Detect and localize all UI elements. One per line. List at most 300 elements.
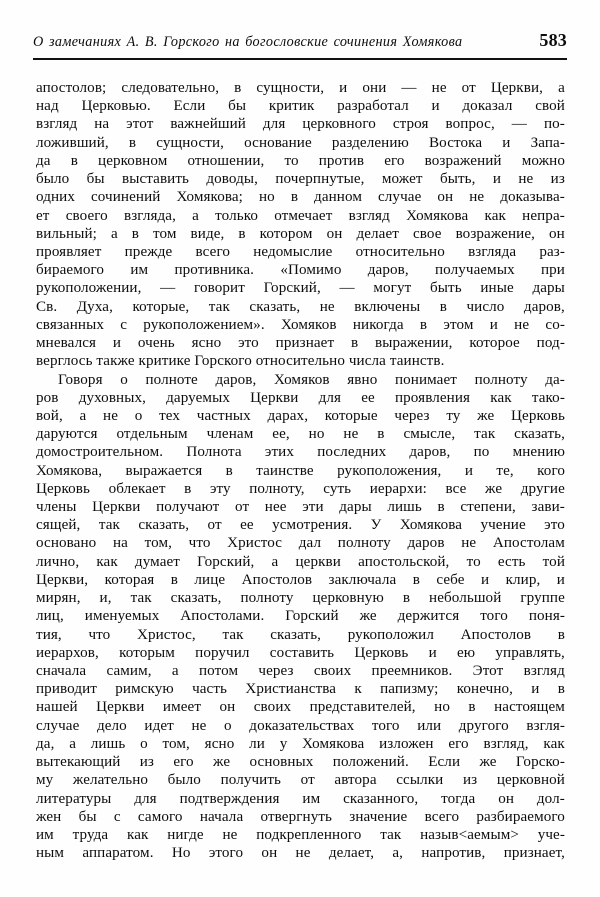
text-word: сказать, <box>138 517 190 534</box>
text-word: же <box>485 480 503 497</box>
text-word: было <box>36 171 70 188</box>
text-word: сказать, <box>514 426 565 443</box>
text-word: иерархов, <box>36 644 99 661</box>
text-word: над <box>36 98 59 115</box>
text-word: самого <box>137 808 183 825</box>
text-word: ясно <box>204 735 235 752</box>
text-word: том <box>153 225 177 242</box>
text-line <box>36 97 565 115</box>
text-word: церковной <box>496 772 565 789</box>
text-word: дол- <box>536 790 565 807</box>
text-word: Если <box>428 754 461 771</box>
text-word: этого <box>208 845 244 862</box>
text-word: ту <box>446 407 461 424</box>
text-word: это <box>544 517 565 534</box>
text-word: только <box>215 207 259 224</box>
text-line: верглось также критике Горского относительно числа таинств. <box>36 353 445 370</box>
text-word: Апостолов <box>460 626 532 643</box>
text-word: виде, <box>190 225 225 242</box>
text-word: Этот <box>472 663 504 679</box>
text-word: того <box>480 608 508 625</box>
text-word: нее <box>264 499 287 516</box>
text-word: его <box>448 735 469 752</box>
text-line <box>36 844 565 862</box>
text-word: Хомякова <box>399 517 463 534</box>
text-line <box>36 261 565 279</box>
text-word: степени, <box>460 499 516 516</box>
text-word: мирян, <box>36 590 81 607</box>
text-word: как <box>543 735 565 752</box>
text-word: которым <box>119 644 175 661</box>
text-word: сказать, <box>270 626 322 643</box>
text-word: му <box>36 772 54 789</box>
text-word: которая <box>104 571 155 588</box>
text-word: взгляда <box>468 243 517 260</box>
text-word: Запа- <box>530 134 565 151</box>
text-word: а <box>558 80 565 96</box>
text-word: раз- <box>539 243 565 260</box>
text-word: и <box>112 335 122 352</box>
text-word: относительно <box>355 243 445 260</box>
text-word: одних <box>36 189 75 206</box>
text-word: ным <box>36 845 65 862</box>
text-word: так <box>222 626 244 643</box>
text-word: его <box>173 754 194 771</box>
text-word: на <box>112 535 128 552</box>
text-word: в <box>419 316 428 333</box>
text-word: полноту <box>474 371 528 388</box>
text-line <box>36 498 565 516</box>
text-word: папизму; <box>380 681 439 698</box>
text-line <box>36 279 565 297</box>
text-word: те, <box>496 462 514 479</box>
text-word: полноту <box>337 535 391 552</box>
text-word: вильный; <box>36 225 97 242</box>
text-word: на <box>94 116 110 133</box>
text-word: дарах, <box>267 407 309 424</box>
text-word: Но <box>171 845 191 862</box>
text-word: быть <box>429 280 462 297</box>
text-word: дело <box>96 717 127 734</box>
text-word: бы <box>228 98 247 115</box>
text-word: возражений <box>424 152 502 169</box>
text-word: критик <box>268 98 315 115</box>
text-line <box>36 243 565 261</box>
text-word: иерархи: <box>369 480 427 497</box>
text-word: Св. <box>36 298 58 315</box>
text-word: Горский, <box>197 553 255 570</box>
text-word: да, <box>36 735 55 752</box>
text-word: Христос, <box>136 626 196 643</box>
text-word: взгляд <box>523 663 565 679</box>
text-word: и <box>556 571 565 588</box>
text-word: идет <box>144 717 174 734</box>
text-word: при <box>540 262 565 279</box>
text-word: же <box>479 754 497 771</box>
text-word: духовных, <box>78 389 146 406</box>
text-word: от <box>207 517 222 534</box>
text-word: его <box>384 152 405 169</box>
text-word: группе <box>520 590 565 607</box>
text-word: разработал <box>337 98 409 115</box>
text-word: частных <box>196 407 251 424</box>
text-word: назыв<аемым> <box>420 826 519 843</box>
text-word: признает <box>275 335 335 352</box>
text-word: зави- <box>531 499 565 516</box>
text-word: взгляд, <box>483 735 529 752</box>
text-word: сущности, <box>156 134 224 151</box>
text-line <box>36 589 565 607</box>
text-word: строя <box>392 116 429 133</box>
text-word: не <box>191 717 207 734</box>
text-word: Христианства <box>245 681 337 698</box>
text-word: в <box>225 462 233 479</box>
text-word: взгля- <box>526 717 565 734</box>
text-word: ее, <box>272 426 290 443</box>
text-word: нашей <box>36 699 78 716</box>
text-word: очень <box>137 335 175 352</box>
text-line <box>36 298 565 316</box>
text-word: даров, <box>523 298 565 315</box>
text-line <box>36 389 565 407</box>
text-word: Хомякова; <box>176 189 243 206</box>
text-word: вой, <box>36 407 63 424</box>
text-word: так <box>380 826 402 843</box>
text-word: своего <box>65 207 108 224</box>
text-word: апостольской, <box>358 553 450 570</box>
text-word: и <box>489 316 498 333</box>
text-word: получить <box>220 772 282 789</box>
text-line <box>36 134 565 152</box>
text-word: вопрос, <box>445 116 495 133</box>
text-word: отвергнуть <box>260 808 333 825</box>
text-word: важнейший <box>170 116 246 133</box>
text-word: в <box>437 499 445 516</box>
page-number: 583 <box>539 30 567 50</box>
text-word: рукоположении, <box>36 280 142 297</box>
text-word: основных <box>249 754 314 771</box>
text-line <box>36 207 565 225</box>
text-word: своих <box>253 699 292 716</box>
text-word: в <box>170 571 178 588</box>
text-word: этих <box>264 444 295 461</box>
text-word: составить <box>269 644 335 661</box>
text-line <box>36 698 565 716</box>
text-word: разбираемого <box>476 808 565 825</box>
text-word: о <box>224 717 232 734</box>
text-word: даров <box>407 535 445 552</box>
text-word: в <box>128 134 137 151</box>
text-word: лице <box>194 571 226 588</box>
text-word: ею <box>457 644 476 661</box>
text-word: о <box>120 371 128 388</box>
text-word: жен <box>36 808 62 825</box>
text-word: но <box>434 699 450 716</box>
text-word: для <box>134 790 157 807</box>
text-word: Церковь <box>511 407 565 424</box>
text-line <box>36 462 565 480</box>
text-word: в <box>234 80 242 96</box>
text-word: автора <box>334 772 377 789</box>
text-word: рукоположением». <box>143 316 265 333</box>
text-word: то <box>466 553 481 570</box>
text-word: тия, <box>36 626 62 643</box>
text-word: число <box>466 298 505 315</box>
text-word: отдельным <box>116 426 188 443</box>
text-word: ее <box>361 389 375 406</box>
text-word: имеет <box>162 699 202 716</box>
text-word: а <box>192 207 199 224</box>
text-line <box>36 808 565 826</box>
text-word: взгляд <box>36 116 78 133</box>
text-word: того <box>371 717 400 734</box>
text-line <box>36 443 565 461</box>
text-word: доводы, <box>206 171 259 188</box>
text-word: сущности, <box>256 80 325 96</box>
text-word: есть <box>497 553 526 570</box>
text-word: даруются <box>36 426 98 443</box>
text-word: и <box>492 171 502 188</box>
text-word: даров, <box>367 262 409 279</box>
text-word: и <box>464 462 473 479</box>
text-word: вытекающий <box>36 754 121 771</box>
text-word: а <box>79 407 87 424</box>
text-word: о <box>134 407 143 424</box>
text-word: Апостолам <box>492 535 565 552</box>
text-word: часть <box>192 681 228 698</box>
text-line <box>36 680 565 698</box>
text-line <box>36 516 565 534</box>
text-line <box>36 644 565 662</box>
text-word: мнению <box>512 444 565 461</box>
text-word: лиц, <box>36 608 64 625</box>
text-word: а <box>271 553 279 570</box>
text-word: потом <box>198 663 239 679</box>
text-word: поручил <box>195 644 250 661</box>
text-word: доказал <box>462 98 513 115</box>
text-word: той <box>542 553 565 570</box>
text-word: Говоря <box>58 371 103 388</box>
text-word: выражении, <box>375 335 453 352</box>
text-word: Если <box>173 98 206 115</box>
text-word: подкрепленного <box>256 826 362 843</box>
text-line <box>36 480 565 498</box>
text-word: лично, <box>36 553 80 570</box>
text-word: сказанного, <box>343 790 419 807</box>
text-line <box>36 553 565 571</box>
text-word: Востока <box>429 134 483 151</box>
text-word: против <box>318 152 365 169</box>
text-word: взгляд <box>348 207 390 224</box>
text-word: этот <box>126 116 154 133</box>
text-word: не <box>103 407 119 424</box>
text-word: другие <box>520 480 565 497</box>
text-word: рукоположил <box>347 626 434 643</box>
text-word: эти <box>302 499 324 516</box>
text-word: понимает <box>394 371 457 388</box>
text-word: даруемых <box>166 389 230 406</box>
text-word: церковную <box>312 590 384 607</box>
text-word: Горский <box>285 608 339 625</box>
text-word: дары <box>532 280 565 297</box>
text-word: — <box>160 280 176 297</box>
text-word: ли <box>249 735 265 752</box>
text-line <box>36 79 565 97</box>
text-word: отмечает <box>274 207 333 224</box>
text-word: отношении, <box>187 152 265 169</box>
text-word: но <box>258 189 275 206</box>
text-word: ссылки <box>396 772 444 789</box>
text-word: аппаратом. <box>82 845 154 862</box>
text-word: для <box>318 389 342 406</box>
text-word: следовательно, <box>121 80 220 96</box>
text-word: у <box>279 735 288 752</box>
text-word: так <box>208 298 230 315</box>
text-word: взгляда, <box>124 207 176 224</box>
text-word: Духа, <box>76 298 113 315</box>
text-word: выражается <box>125 462 203 479</box>
text-word: Горско- <box>515 754 565 771</box>
text-word: которые, <box>132 298 190 315</box>
text-word: приводит <box>36 681 97 698</box>
text-line <box>36 152 565 170</box>
text-word: Хомякова <box>406 207 469 224</box>
text-word: держится <box>397 608 460 625</box>
text-word: основание <box>244 134 312 151</box>
text-word: Апостолов <box>241 571 313 588</box>
text-word: всего <box>424 808 460 825</box>
text-word: но <box>308 426 325 443</box>
text-word: сказать, <box>249 298 301 315</box>
text-word: не <box>295 845 311 862</box>
text-word: в <box>412 571 420 588</box>
text-word: могут <box>373 280 412 297</box>
text-word: дары <box>339 499 372 516</box>
text-word: он <box>498 790 515 807</box>
text-word: а <box>69 735 77 752</box>
text-word: это <box>238 335 259 352</box>
text-word: как <box>490 389 512 406</box>
text-word: Церкви <box>92 499 141 516</box>
text-word: он <box>261 845 278 862</box>
text-word: «Помимо <box>280 262 342 279</box>
text-word: тех <box>159 407 181 424</box>
text-word: почерпнутые, <box>275 171 365 188</box>
text-word: члены <box>36 499 77 516</box>
text-word: не <box>461 535 477 552</box>
text-line <box>36 571 565 589</box>
text-word: через <box>394 407 430 424</box>
text-word: сящей, <box>36 517 81 534</box>
text-word: которые <box>324 407 378 424</box>
text-word: и, <box>99 590 112 607</box>
text-word: не <box>514 316 530 333</box>
text-word: то <box>284 152 299 169</box>
text-word: основано <box>36 535 97 552</box>
text-word: возражение, <box>455 225 535 242</box>
text-word: ее <box>240 517 254 534</box>
running-head-title: О замечаниях А. В. Горского на богословские сочинения Хомякова <box>33 34 463 50</box>
text-word: эту <box>209 480 231 497</box>
text-word: противника. <box>174 262 255 279</box>
text-word: Церкви, <box>490 80 544 96</box>
text-word: же <box>213 754 231 771</box>
text-word: — <box>401 80 417 96</box>
text-word: небольшой <box>429 590 502 607</box>
text-word: они <box>362 80 387 96</box>
text-word: им <box>36 826 54 843</box>
text-word: да- <box>545 371 565 388</box>
text-word: всего <box>195 243 231 260</box>
text-word: таинстве <box>256 462 314 479</box>
text-word: Церкви <box>250 389 299 406</box>
text-word: а <box>110 225 118 242</box>
text-word: свой <box>535 98 565 115</box>
text-word: сочинений <box>91 189 161 206</box>
text-line <box>36 425 565 443</box>
text-word: из <box>550 171 565 188</box>
text-word: Церкви, <box>36 571 89 588</box>
text-word: этом <box>443 316 474 333</box>
text-word: из <box>462 772 478 789</box>
text-word: церковном <box>98 152 168 169</box>
text-word: облекает <box>108 480 166 497</box>
text-word: им <box>130 262 149 279</box>
text-word: к <box>354 681 362 698</box>
text-word: которое <box>469 335 520 352</box>
text-word: так <box>98 517 120 534</box>
text-word: труда <box>72 826 109 843</box>
text-word: что <box>188 535 211 552</box>
text-word: данном <box>314 189 362 206</box>
text-word: дал <box>298 535 322 552</box>
text-word: Христос <box>227 535 283 552</box>
text-word: Хомяков <box>274 371 330 388</box>
text-word: он <box>549 225 565 242</box>
text-word: полноту, <box>249 480 305 497</box>
text-word: как <box>126 826 149 843</box>
text-word: непра- <box>522 207 565 224</box>
text-line <box>36 534 565 552</box>
text-word: делает <box>356 225 399 242</box>
text-word: проявляет <box>36 243 102 260</box>
text-word: что <box>88 626 111 643</box>
text-word: том, <box>144 535 172 552</box>
text-word: положений. <box>332 754 409 771</box>
text-word: церкви <box>295 553 341 570</box>
text-word: говорит <box>194 280 245 297</box>
text-word: в <box>377 426 385 443</box>
text-word: так <box>474 426 496 443</box>
text-word: заключала <box>328 571 397 588</box>
text-word: и <box>502 134 511 151</box>
text-word: иные <box>480 280 514 297</box>
text-word: свое <box>412 225 442 242</box>
text-line <box>36 790 565 808</box>
text-word: уче- <box>537 826 565 843</box>
text-word: поня- <box>528 608 565 625</box>
text-word: им <box>302 790 321 807</box>
text-line <box>36 334 565 352</box>
text-word: в <box>351 335 359 352</box>
text-word: бираемого <box>36 262 105 279</box>
text-line <box>36 188 565 206</box>
text-word: тако- <box>531 389 565 406</box>
text-word: делает, <box>328 845 375 862</box>
text-word: клир, <box>505 571 541 588</box>
text-word: изложен <box>379 735 434 752</box>
text-word: и <box>428 644 437 661</box>
